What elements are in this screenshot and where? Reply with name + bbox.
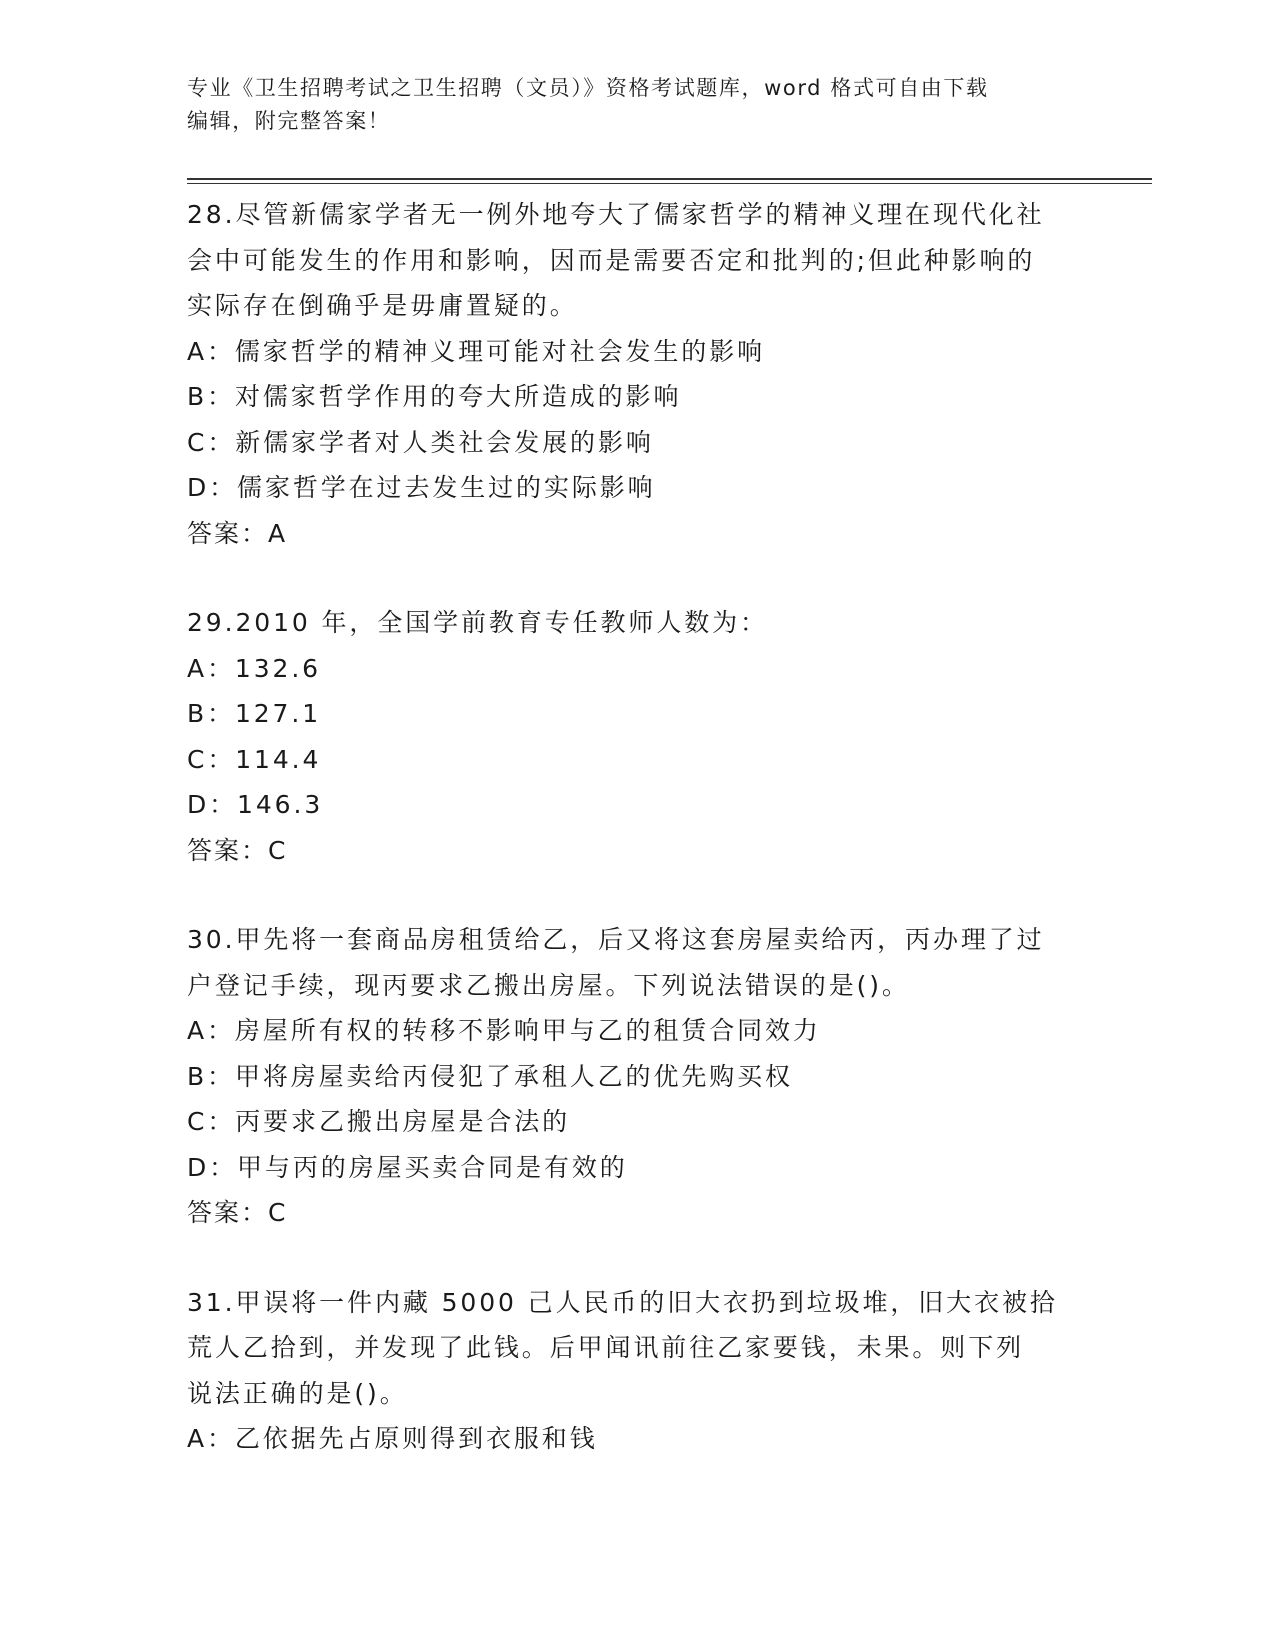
question-text-line: 荒人乙拾到，并发现了此钱。后甲闻讯前往乙家要钱，未果。则下列 [187, 1333, 1025, 1362]
answer: 答案：C [187, 835, 288, 865]
option-a: A：房屋所有权的转移不影响甲与乙的租赁合同效力 [187, 1016, 821, 1045]
option-b: B：127.1 [187, 699, 322, 728]
answer: 答案：C [187, 1198, 288, 1227]
document-header [187, 72, 1087, 138]
option-d: D：儒家哲学在过去发生过的实际影响 [187, 473, 656, 502]
question-text-line: 说法正确的是()。 [187, 1378, 408, 1408]
question-text-line: 28.尽管新儒家学者无一例外地夸大了儒家哲学的精神义理在现代化社 [187, 200, 1045, 229]
spacer [187, 556, 1087, 600]
question-text-line: 30.甲先将一套商品房租赁给乙，后又将这套房屋卖给丙，丙办理了过 [187, 925, 1045, 954]
option-b: B：甲将房屋卖给丙侵犯了承租人乙的优先购买权 [187, 1061, 793, 1091]
question-29 [187, 600, 1087, 873]
option-c: C：丙要求乙搬出房屋是合法的 [187, 1107, 571, 1136]
answer: 答案：A [187, 518, 288, 548]
question-30 [187, 917, 1087, 1236]
option-a: A：132.6 [187, 653, 321, 683]
header-line-2: 编辑，附完整答案！ [187, 109, 391, 133]
spacer [187, 1236, 1087, 1280]
question-text-line: 会中可能发生的作用和影响，因而是需要否定和批判的;但此种影响的 [187, 245, 1036, 275]
option-b: B：对儒家哲学作用的夸大所造成的影响 [187, 382, 682, 411]
header-rule-thick [187, 178, 1152, 180]
option-a: A：儒家哲学的精神义理可能对社会发生的影响 [187, 336, 766, 366]
question-31 [187, 1280, 1087, 1462]
question-28 [187, 192, 1087, 556]
option-d: D：146.3 [187, 790, 324, 819]
option-d: D：甲与丙的房屋买卖合同是有效的 [187, 1152, 628, 1182]
option-c: C：新儒家学者对人类社会发展的影响 [187, 427, 654, 457]
header-line-1: 专业《卫生招聘考试之卫生招聘（文员）》资格考试题库，word 格式可自由下载 [187, 76, 989, 100]
header-rule-thin [187, 183, 1152, 184]
question-text-line: 实际存在倒确乎是毋庸置疑的。 [187, 291, 578, 320]
option-c: C：114.4 [187, 744, 322, 774]
question-text-line: 31.甲误将一件内藏 5000 己人民币的旧大衣扔到垃圾堆，旧大衣被拾 [187, 1287, 1058, 1317]
spacer [187, 873, 1087, 917]
question-list [187, 192, 1087, 1462]
option-a: A：乙依据先占原则得到衣服和钱 [187, 1424, 598, 1453]
question-text-line: 29.2010 年，全国学前教育专任教师人数为： [187, 608, 768, 637]
question-text-line: 户登记手续，现丙要求乙搬出房屋。下列说法错误的是()。 [187, 970, 910, 1000]
